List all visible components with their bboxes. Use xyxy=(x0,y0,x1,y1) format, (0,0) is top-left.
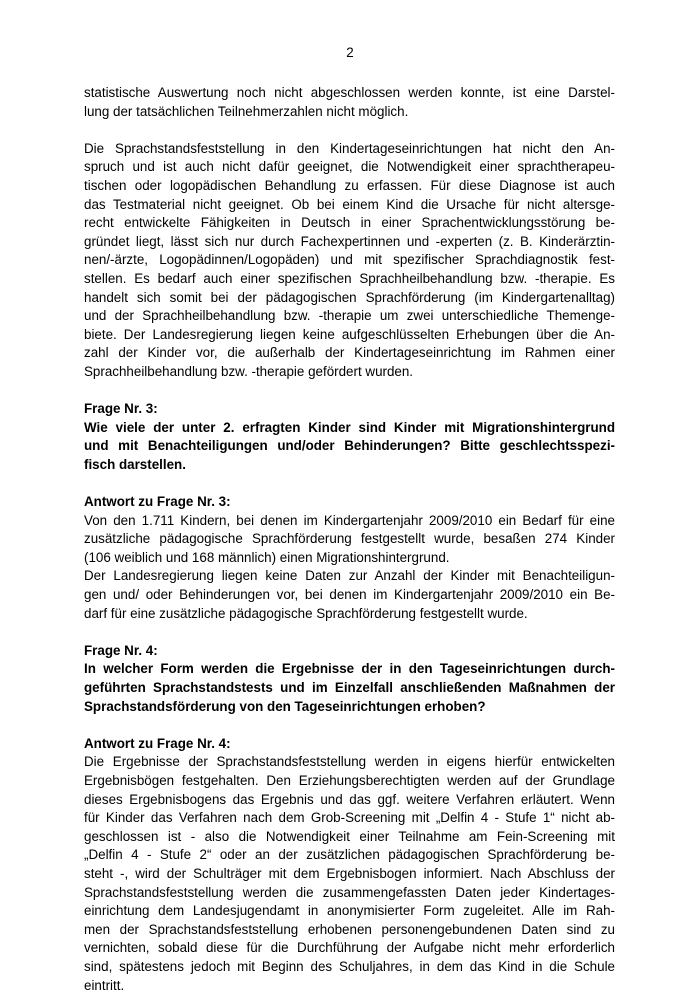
text-line: Ergebnisbögen festgehalten. Den Erziehungsberechtigten werden auf der Grundlage xyxy=(84,772,615,791)
text-line: stellen. Es bedarf auch einer spezifischen Sprachheilbehandlung bzw. -therapie. Es xyxy=(84,270,615,289)
answer-heading: Antwort zu Frage Nr. 4: xyxy=(84,735,615,754)
text-line: „Delfin 4 - Stufe 2“ oder an der zusätzlichen pädagogischen Sprachförderung be- xyxy=(84,846,615,865)
text-line: einrichtung dem Landesjugendamt in anonymisierter Form zugeleitet. Alle im Rah- xyxy=(84,902,615,921)
question-heading: Frage Nr. 3: xyxy=(84,400,615,419)
question-heading: Frage Nr. 4: xyxy=(84,642,615,661)
text-line: nen/-ärzte, Logopädinnen/Logopäden) und mit spezifischer Sprachdiagnostik fest- xyxy=(84,251,615,270)
text-line: sind, spätestens jedoch mit Beginn des Schuljahres, in dem das Kind in die Schule xyxy=(84,958,615,977)
text-line: und der Sprachheilbehandlung bzw. -therapie um zwei unterschiedliche Themenge- xyxy=(84,307,615,326)
text-line: handelt sich somit bei der pädagogischen Sprachförderung (im Kindergartenalltag) xyxy=(84,289,615,308)
text-line: vernichten, sobald diese für die Durchführung der Aufgabe nicht mehr erforderlich xyxy=(84,939,615,958)
paragraph-gap xyxy=(84,716,615,735)
text-line: geschlossen ist - also die Notwendigkeit einer Teilnahme am Fein-Screening mit xyxy=(84,828,615,847)
text-line: steht -, wird der Schulträger mit dem Ergebnisbogen informiert. Nach Abschluss der xyxy=(84,865,615,884)
paragraph xyxy=(84,84,615,121)
text-line: das Testmaterial nicht geeignet. Ob bei einem Kind die Ursache für nicht altersge- xyxy=(84,196,615,215)
text-line: eintritt. xyxy=(84,977,615,995)
text-line: Die Ergebnisse der Sprachstandsfeststellung werden in eigens hierfür entwickelten xyxy=(84,753,615,772)
paragraph xyxy=(84,735,615,995)
question-block xyxy=(84,400,615,474)
text-line: In welcher Form werden die Ergebnisse der in den Tageseinrichtungen durch- xyxy=(84,660,615,679)
text-line: dieses Ergebnisbogens das Ergebnis und das ggf. weitere Verfahren erläutert. Wenn xyxy=(84,791,615,810)
document-body xyxy=(84,84,615,995)
paragraph-gap xyxy=(84,623,615,642)
text-line: zahl der Kinder vor, die außerhalb der Kindertageseinrichtung im Rahmen einer xyxy=(84,344,615,363)
text-line: fisch darstellen. xyxy=(84,456,615,475)
text-line: gründet liegt, lässt sich nur durch Fachexpertinnen und -experten (z. B. Kinderärztin- xyxy=(84,233,615,252)
text-line: Die Sprachstandsfeststellung in den Kindertageseinrichtungen hat nicht den An- xyxy=(84,140,615,159)
text-line: (106 weiblich und 168 männlich) einen Migrationshintergrund. xyxy=(84,549,615,568)
text-line: geführten Sprachstandstests und im Einzelfall anschließenden Maßnahmen der xyxy=(84,679,615,698)
text-line: biete. Der Landesregierung liegen keine aufgeschlüsselten Erhebungen über die An- xyxy=(84,326,615,345)
text-line: statistische Auswertung noch nicht abgeschlossen werden konnte, ist eine Darstel- xyxy=(84,84,615,103)
text-line: Sprachstandsfeststellung werden die zusammengefassten Daten jeder Kindertages- xyxy=(84,884,615,903)
text-line: und mit Benachteiligungen und/oder Behinderungen? Bitte geschlechtsspezi- xyxy=(84,437,615,456)
paragraph xyxy=(84,493,615,623)
text-line: tischen oder logopädischen Behandlung zu erfassen. Für diese Diagnose ist auch xyxy=(84,177,615,196)
paragraph-gap xyxy=(84,474,615,493)
text-line: zusätzliche pädagogische Sprachförderung festgestellt wurde, besaßen 274 Kinder xyxy=(84,530,615,549)
text-line: darf für eine zusätzliche pädagogische Sprachförderung festgestellt wurde. xyxy=(84,605,615,624)
text-line: Wie viele der unter 2. erfragten Kinder sind Kinder mit Migrationshintergrund xyxy=(84,419,615,438)
paragraph-gap xyxy=(84,121,615,140)
text-line: Sprachstandsförderung von den Tageseinrichtungen erhoben? xyxy=(84,698,615,717)
question-block xyxy=(84,642,615,716)
text-line: Von den 1.711 Kindern, bei denen im Kindergartenjahr 2009/2010 ein Bedarf für eine xyxy=(84,512,615,531)
paragraph xyxy=(84,140,615,382)
text-line: spruch und ist auch nicht dafür geeignet, die Notwendigkeit einer sprachtherapeu- xyxy=(84,158,615,177)
text-line: men der Sprachstandsfeststellung erhobenen personengebundenen Daten sind zu xyxy=(84,921,615,940)
text-line: für Kinder das Verfahren nach dem Grob-Screening mit „Delfin 4 - Stufe 1“ nicht ab- xyxy=(84,809,615,828)
text-line: Sprachheilbehandlung bzw. -therapie gefördert wurden. xyxy=(84,363,615,382)
text-line: gen und/ oder Behinderungen vor, bei denen im Kindergartenjahr 2009/2010 ein Be- xyxy=(84,586,615,605)
text-line: Der Landesregierung liegen keine Daten zur Anzahl der Kinder mit Benachteiligun- xyxy=(84,567,615,586)
answer-heading: Antwort zu Frage Nr. 3: xyxy=(84,493,615,512)
page-number: 2 xyxy=(0,44,700,63)
text-line: lung der tatsächlichen Teilnehmerzahlen nicht möglich. xyxy=(84,103,615,122)
paragraph-gap xyxy=(84,382,615,401)
text-line: recht entwickelte Fähigkeiten in Deutsch in einer Sprachentwicklungsstörung be- xyxy=(84,214,615,233)
